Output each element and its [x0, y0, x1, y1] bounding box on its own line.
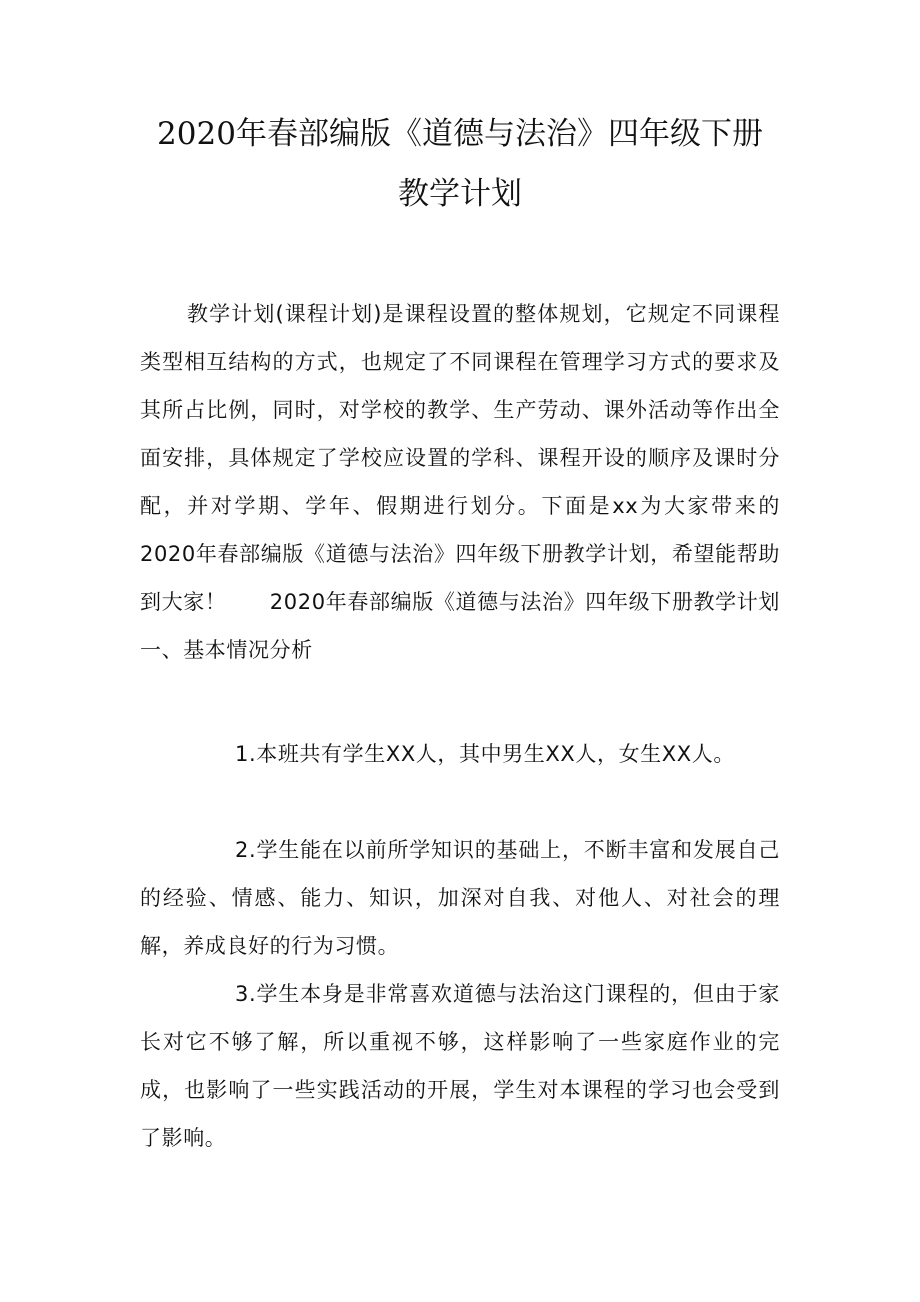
document-title-line-1: 2020年春部编版《道德与法治》四年级下册	[157, 116, 763, 152]
document-title-line-2: 教学计划	[398, 176, 522, 212]
analysis-item-3: 3.学生本身是非常喜欢道德与法治这门课程的，但由于家长对它不够了解，所以重视不够，这样影响了一些家庭作业的完成，也影响了一些实践活动的开展，学生对本课程的学习也会受到了影响。	[140, 982, 780, 1150]
analysis-item-1: 1.本班共有学生XX人，其中男生XX人，女生XX人。	[235, 742, 735, 766]
analysis-item-2: 2.学生能在以前所学知识的基础上，不断丰富和发展自己的经验、情感、能力、知识，加深对自我、对他人、对社会的理解，养成良好的行为习惯。	[140, 838, 780, 958]
intro-paragraph: 教学计划(课程计划)是课程设置的整体规划，它规定不同课程类型相互结构的方式，也规定了不同课程在管理学习方式的要求及其所占比例，同时，对学校的教学、生产劳动、课外活动等作出全面安排，具体规定了学校应设置的学科、课程开设的顺序及课时分配，并对学期、学年、假期进行划分。下面是xx为大家带来的2020年春部编版《道德与法治》四年级下册教学计划，希望能帮助到大家！ 2020年春部编版《道德与法治》四年级下册教学计划 一、基本情况分析	[140, 302, 824, 662]
